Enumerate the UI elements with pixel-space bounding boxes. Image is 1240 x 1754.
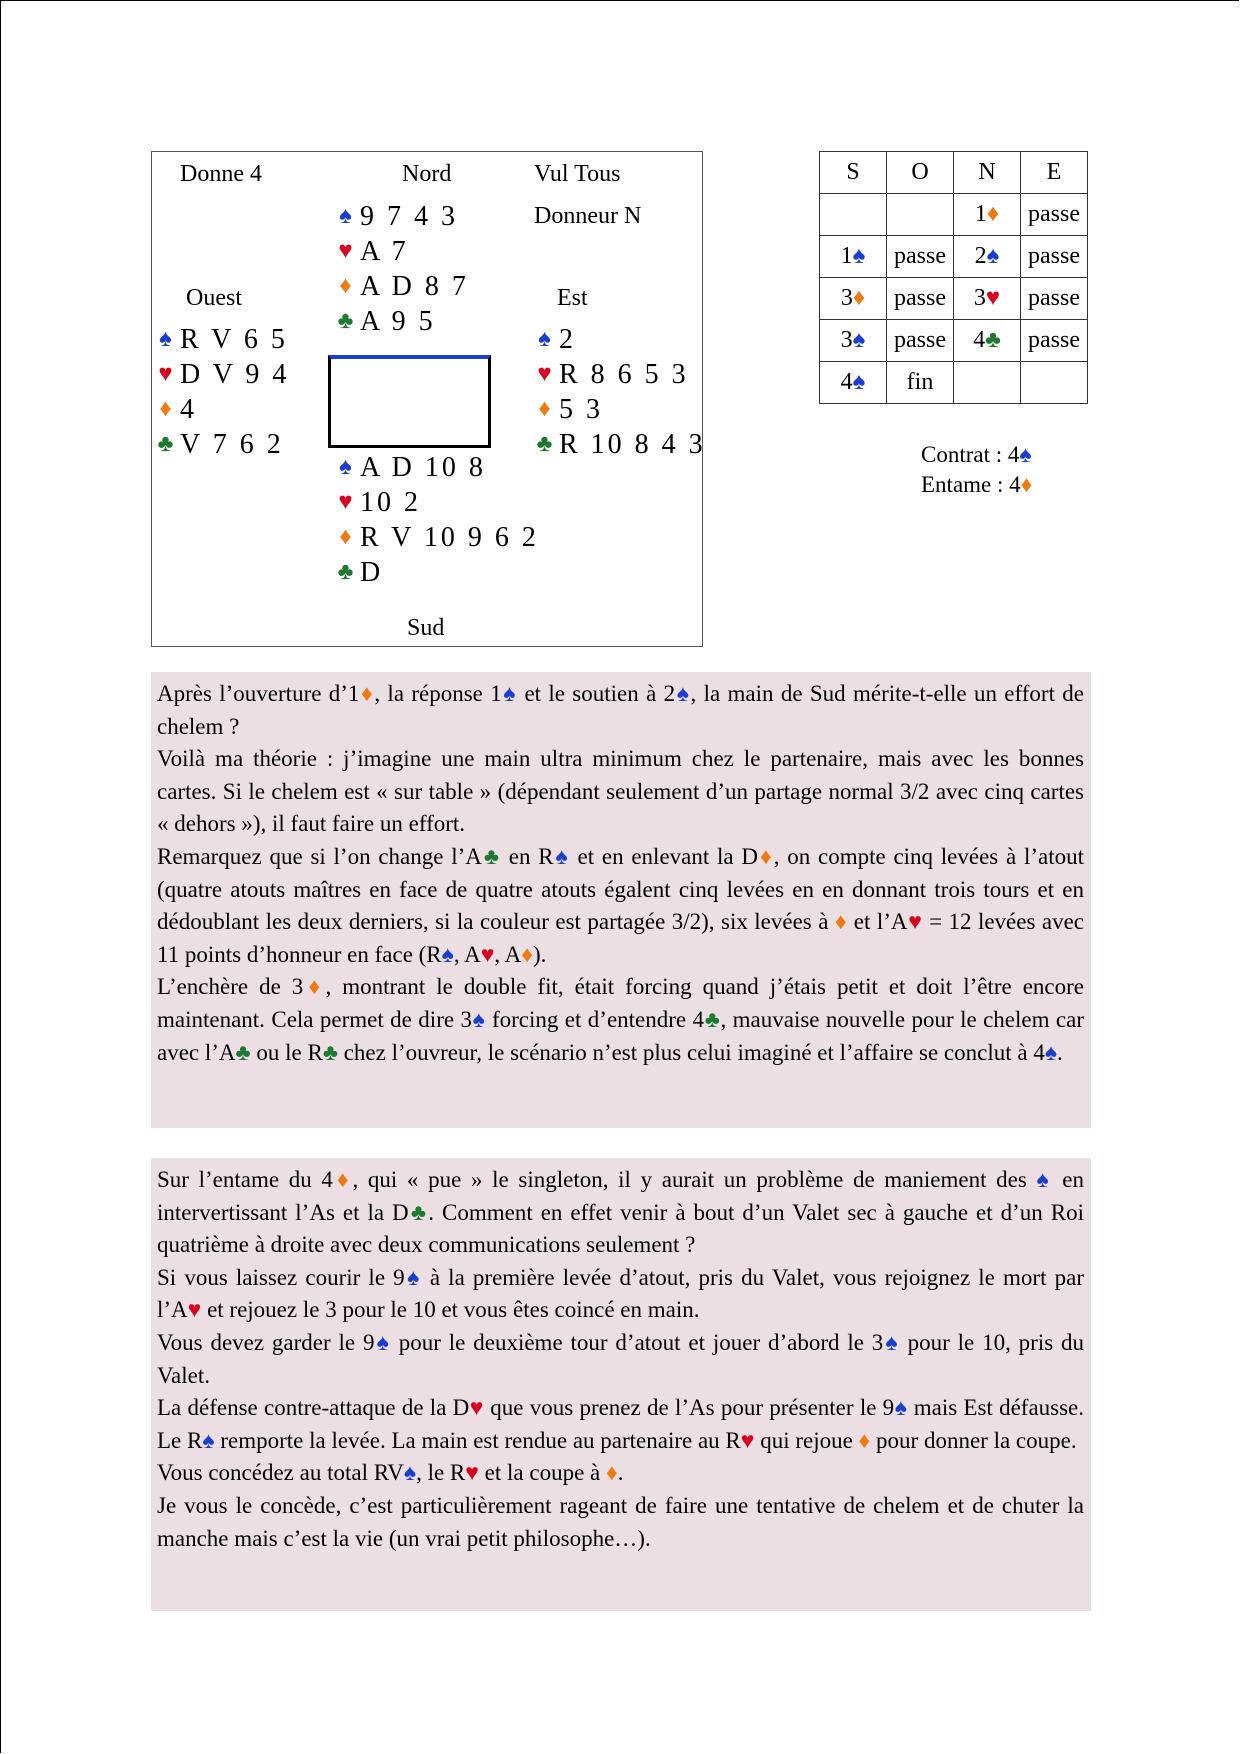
spade-icon: ♠: [852, 369, 866, 395]
diamond-icon: ♦: [858, 1427, 871, 1453]
diamond-icon: ♦: [339, 524, 352, 550]
bidding-table: [819, 151, 1088, 404]
bid-text: 3: [840, 327, 853, 353]
contract-label: Contrat : 4: [921, 442, 1020, 467]
south-diamonds: R V 10 9 6 2: [360, 521, 539, 553]
spade-icon: ♠: [986, 243, 1000, 269]
spade-icon: ♠: [852, 327, 866, 353]
spade-icon: ♠: [471, 1006, 486, 1032]
west-clubs: V 7 6 2: [180, 428, 284, 460]
bid-text: 2: [974, 243, 987, 269]
bid-cell: [1021, 320, 1088, 362]
deal-number: Donne 4: [180, 161, 262, 187]
bid-cell: [820, 194, 887, 236]
heart-icon: ♥: [985, 285, 1001, 311]
bid-text: 4: [973, 327, 986, 353]
spade-icon: ♠: [441, 941, 454, 967]
bid-cell: [887, 236, 954, 278]
bid-header-s: S: [820, 152, 887, 194]
spade-icon: ♠: [159, 326, 172, 352]
south-hearts: 10 2: [360, 486, 421, 518]
diamond-icon: ♦: [606, 1460, 618, 1486]
heart-icon: ♥: [338, 489, 353, 515]
heart-icon: ♥: [907, 909, 923, 935]
bid-text: 3: [840, 285, 853, 311]
bid-cell: [887, 320, 954, 362]
bid-text: passe: [1028, 285, 1080, 311]
diamond-icon: ♦: [1020, 472, 1033, 497]
north-diamonds: A D 8 7: [360, 270, 469, 302]
bid-cell: [1021, 194, 1088, 236]
spade-icon: ♠: [1036, 1167, 1053, 1192]
east-diamonds: 5 3: [559, 393, 603, 425]
club-icon: ♣: [536, 431, 553, 457]
west-hearts: D V 9 4: [180, 358, 290, 390]
diamond-icon: ♦: [159, 396, 172, 422]
east-spades: 2: [559, 323, 576, 355]
bid-cell: [887, 362, 954, 404]
spade-icon: ♠: [404, 1264, 422, 1290]
bid-cell: [820, 236, 887, 278]
spade-icon: ♠: [852, 243, 866, 269]
east-label: Est: [557, 285, 588, 311]
contract-line: [921, 440, 1032, 470]
bid-text: 4: [840, 369, 853, 395]
diamond-icon: ♦: [339, 273, 352, 299]
bid-cell: [954, 194, 1021, 236]
bid-text: passe: [894, 285, 946, 311]
south-spades: A D 10 8: [360, 451, 486, 483]
bid-text: 1: [840, 243, 853, 269]
bid-row: [820, 194, 1088, 236]
club-icon: ♣: [704, 1006, 721, 1032]
bid-cell: [954, 236, 1021, 278]
bid-header-e: E: [1021, 152, 1088, 194]
club-icon: ♣: [337, 308, 354, 334]
lead-label: Entame : 4: [921, 472, 1021, 497]
north-clubs: A 9 5: [360, 305, 436, 337]
south-clubs: D: [360, 556, 384, 588]
vulnerability: Vul Tous: [534, 161, 621, 187]
spade-icon: ♠: [1044, 1039, 1058, 1065]
spade-icon: ♠: [553, 843, 570, 869]
diamond-icon: ♦: [303, 974, 326, 1000]
spade-icon: ♠: [403, 1460, 417, 1486]
bid-text: fin: [906, 369, 934, 395]
paragraph: L’enchère de 3♦, montrant le double fit, était forcing quand j’étais petit et doit l’être encore maintenant. Cela permet de dire 3♠ forcing et d’entendre 4♣, mauvaise nouvelle pour le chelem car avec l’A♣ ou le R♣ chez l’ouvreur, le scénario n’est plus celui imaginé et l’affaire se conclut à 4♠.: [157, 974, 1084, 1065]
spade-icon: ♠: [501, 681, 518, 706]
bid-cell: [954, 278, 1021, 320]
west-spades: R V 6 5: [180, 323, 288, 355]
dealer: Donneur N: [534, 203, 642, 229]
south-hand: [333, 450, 539, 590]
bid-cell: [887, 278, 954, 320]
bid-header-o: O: [887, 152, 954, 194]
bid-cell: [954, 320, 1021, 362]
bid-row: [820, 362, 1088, 404]
club-icon: ♣: [408, 1199, 429, 1225]
diamond-icon: ♦: [538, 396, 551, 422]
heart-icon: ♥: [480, 941, 495, 967]
diamond-icon: ♦: [834, 909, 848, 935]
bid-text: 1: [974, 201, 987, 227]
club-icon: ♣: [481, 843, 501, 869]
north-label: Nord: [402, 161, 452, 187]
club-icon: ♣: [157, 431, 174, 457]
paragraph: Sur l’entame du 4♦, qui « pue » le singleton, il y aurait un problème de maniement des ♠ en intervertissant l’As et la D♣. Comment en effet venir à bout d’un Valet sec à gauche et d’un Roi quatrième à droite avec deux communications seulement ?: [157, 1167, 1085, 1258]
bid-text: passe: [894, 327, 946, 353]
diamond-icon: ♦: [757, 843, 774, 869]
heart-icon: ♥: [465, 1460, 479, 1486]
spade-icon: ♠: [339, 203, 352, 229]
north-spades: 9 7 4 3: [360, 200, 458, 232]
heart-icon: ♥: [158, 361, 173, 387]
bid-cell: [1021, 362, 1088, 404]
club-icon: ♣: [337, 559, 354, 585]
bid-text: passe: [1028, 327, 1080, 353]
paragraph: Voilà ma théorie : j’imagine une main ultra minimum chez le partenaire, mais avec les bonnes cartes. Si le chelem est « sur table » (dépendant seulement d’un partage normal 3/2 avec cinq cartes « dehors »), il faut faire un effort.: [157, 746, 1084, 837]
diamond-icon: ♦: [332, 1167, 353, 1192]
bid-cell: [1021, 236, 1088, 278]
paragraph: La défense contre-attaque de la D♥ que vous prenez de l’As pour présenter le 9♠ mais Est défausse. Le R♠ remporte la levée. La main est rendue au partenaire au R♥ qui rejoue ♦ pour donner la coupe.: [157, 1395, 1085, 1453]
paragraph: Après l’ouverture d’1♦, la réponse 1♠ et le soutien à 2♠, la main de Sud mérite-t-elle un effort de chelem ?: [157, 681, 1085, 739]
club-icon: ♣: [235, 1039, 251, 1065]
south-label: Sud: [407, 615, 445, 641]
west-diamonds: 4: [180, 393, 197, 425]
spade-icon: ♠: [883, 1329, 900, 1355]
bid-cell: [887, 194, 954, 236]
bid-row: [820, 278, 1088, 320]
table-square: [328, 355, 491, 448]
bid-cell: [954, 362, 1021, 404]
commentary-box-2: [151, 1158, 1091, 1611]
spade-icon: ♠: [202, 1427, 215, 1453]
east-hearts: R 8 6 5 3: [559, 358, 689, 390]
west-hand: [153, 322, 289, 462]
bid-text: passe: [1028, 201, 1080, 227]
spade-icon: ♠: [374, 1329, 391, 1355]
heart-icon: ♥: [469, 1395, 484, 1421]
east-clubs: R 10 8 4 3: [559, 428, 706, 460]
east-hand: [532, 322, 706, 462]
bid-cell: [820, 278, 887, 320]
bid-row: [820, 320, 1088, 362]
bid-header-n: N: [954, 152, 1021, 194]
west-label: Ouest: [186, 285, 242, 311]
spade-icon: ♠: [339, 454, 352, 480]
paragraph: Remarquez que si l’on change l’A♣ en R♠ et en enlevant la D♦, on compte cinq levées à l’atout (quatre atouts maîtres en face de quatre atouts égalent cinq levées en en donnant trois tours et en dédoublant les deux derniers, si la couleur est partagée 3/2), six levées à ♦ et l’A♥ = 12 levées avec 11 points d’honneur en face (R♠, A♥, A♦).: [157, 843, 1085, 967]
bid-text: passe: [894, 243, 946, 269]
heart-icon: ♥: [740, 1427, 755, 1453]
bid-cell: [820, 320, 887, 362]
paragraph: Si vous laissez courir le 9♠ à la première levée d’atout, pris du Valet, vous rejoignez le mort par l’A♥ et rejouez le 3 pour le 10 et vous êtes coincé en main.: [157, 1264, 1084, 1323]
heart-icon: ♥: [187, 1297, 202, 1323]
heart-icon: ♥: [537, 361, 552, 387]
diamond-icon: ♦: [852, 285, 866, 311]
lead-line: [921, 470, 1032, 500]
diamond-icon: ♦: [521, 941, 533, 967]
spade-icon: ♠: [1019, 442, 1032, 467]
north-hearts: A 7: [360, 235, 409, 267]
diamond-icon: ♦: [986, 201, 1000, 227]
commentary-box-1: [151, 672, 1091, 1128]
club-icon: ♣: [322, 1039, 338, 1065]
paragraph: Vous devez garder le 9♠ pour le deuxième tour d’atout et jouer d’abord le 3♠ pour le 10, pris du Valet.: [157, 1329, 1085, 1388]
bid-cell: [1021, 278, 1088, 320]
bid-text: passe: [1028, 243, 1080, 269]
deal-diagram: [151, 151, 706, 647]
spade-icon: ♠: [894, 1395, 908, 1421]
bid-text: 3: [973, 285, 986, 311]
paragraph: Je vous le concède, c’est particulièrement rageant de faire une tentative de chelem et de chuter la manche mais c’est la vie (un vrai petit philosophe…).: [157, 1492, 1084, 1551]
bid-cell: [820, 362, 887, 404]
spade-icon: ♠: [675, 681, 691, 706]
contract-info: [921, 440, 1032, 500]
paragraph: Vous concédez au total RV♠, le R♥ et la coupe à ♦.: [157, 1460, 624, 1486]
bid-row: [820, 236, 1088, 278]
club-icon: ♣: [985, 327, 1001, 353]
spade-icon: ♠: [538, 326, 551, 352]
heart-icon: ♥: [338, 238, 353, 264]
diamond-icon: ♦: [359, 681, 375, 706]
north-hand: [333, 199, 469, 339]
